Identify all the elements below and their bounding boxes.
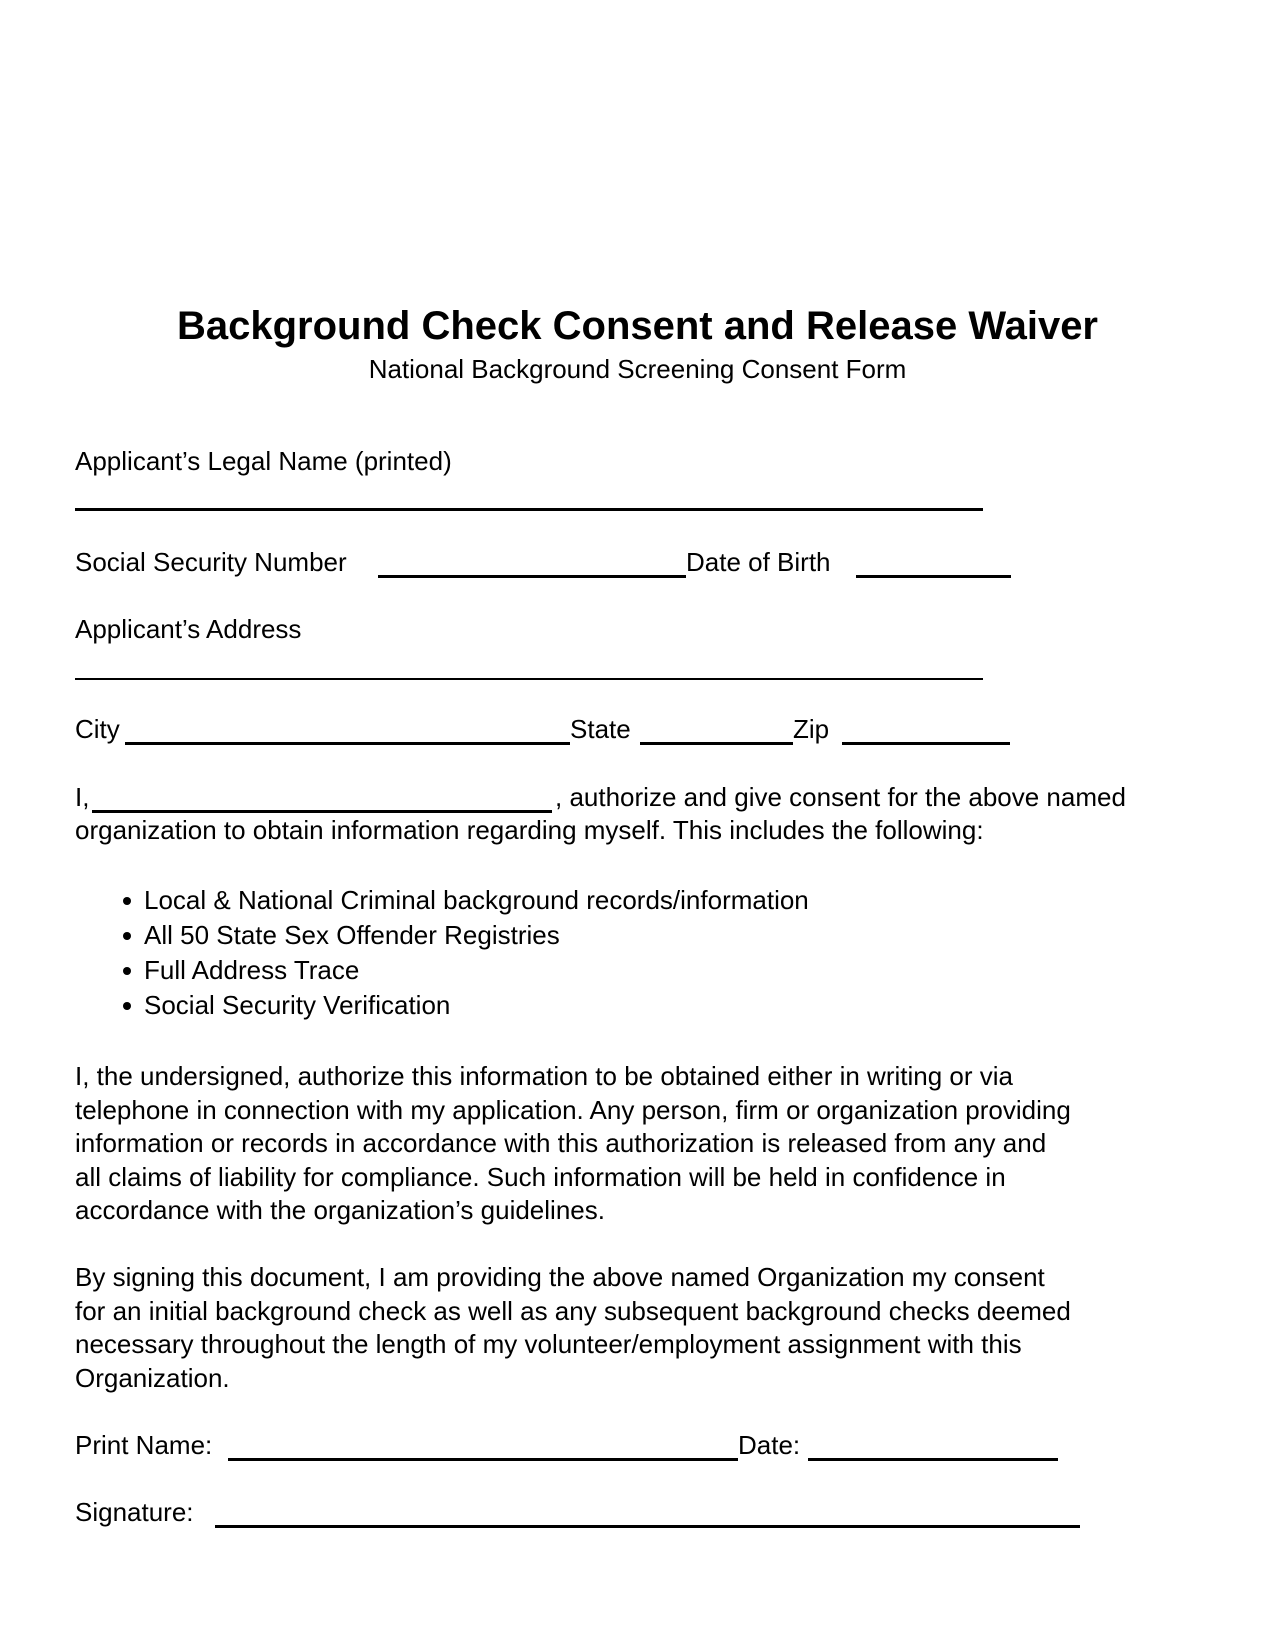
consent-paragraph: By signing this document, I am providing the above named Organization my consent for an initial background check as well as any subsequent background checks deemed necessary throughout the length of my volunteer/employment assignment with this Organization.: [75, 1262, 1071, 1393]
authorization-line2: organization to obtain information regarding myself. This includes the following:: [75, 815, 984, 845]
city-field[interactable]: [125, 742, 570, 745]
page-subtitle: National Background Screening Consent Form: [368, 354, 907, 384]
address-field[interactable]: [75, 678, 983, 680]
dob-field[interactable]: [856, 575, 1011, 578]
state-label: State: [570, 714, 631, 744]
authorization-line1: , authorize and give consent for the above named: [555, 782, 1126, 812]
list-item: Social Security Verification: [120, 988, 809, 1023]
signature-label: Signature:: [75, 1497, 194, 1527]
dob-label: Date of Birth: [686, 547, 831, 577]
bullet-icon: [123, 1002, 131, 1010]
zip-label: Zip: [793, 714, 830, 744]
bullet-icon: [123, 897, 131, 905]
date-label: Date:: [738, 1430, 801, 1460]
legal-name-field[interactable]: [75, 508, 983, 511]
date-field[interactable]: [808, 1458, 1058, 1461]
ssn-field[interactable]: [378, 575, 686, 578]
bullet-icon: [123, 967, 131, 975]
address-label: Applicant’s Address: [75, 614, 302, 644]
legal-name-label: Applicant’s Legal Name (printed): [75, 446, 452, 476]
list-item: All 50 State Sex Offender Registries: [120, 918, 809, 953]
bullet-icon: [123, 932, 131, 940]
zip-field[interactable]: [842, 742, 1010, 745]
list-item: Full Address Trace: [120, 953, 809, 988]
page-title: Background Check Consent and Release Waiver: [176, 304, 1098, 348]
background-check-list: [120, 883, 809, 1023]
list-item: Local & National Criminal background records/information: [120, 883, 809, 918]
print-name-field[interactable]: [228, 1458, 738, 1461]
state-field[interactable]: [640, 742, 793, 745]
ssn-label: Social Security Number: [75, 547, 347, 577]
authorization-prefix: I,: [75, 782, 90, 812]
print-name-label: Print Name:: [75, 1430, 213, 1460]
authorizer-name-field[interactable]: [92, 810, 552, 813]
signature-field[interactable]: [215, 1525, 1080, 1528]
release-paragraph: I, the undersigned, authorize this information to be obtained either in writing or via telephone in connection with my application. Any person, firm or organization providing information or records in accordance with this authorization is released from any and all claims of liability for compliance. Such information will be held in confidence in accordance with the organization’s guidelines.: [75, 1061, 1071, 1225]
city-label: City: [75, 714, 120, 744]
